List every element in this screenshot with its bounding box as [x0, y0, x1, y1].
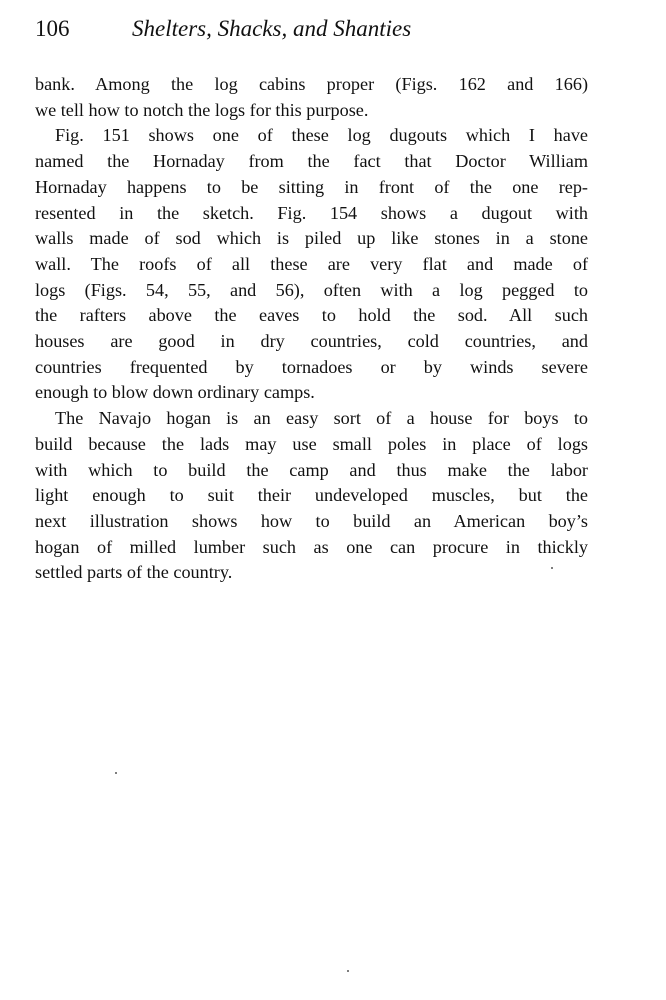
paragraph	[35, 123, 588, 406]
text-line: Fig. 151 shows one of these log dugouts which I have	[55, 125, 588, 146]
text-line: enough to blow down ordinary camps.	[35, 382, 315, 403]
scan-speck	[551, 567, 553, 569]
body-text	[35, 72, 588, 586]
text-line: settled parts of the country.	[35, 562, 233, 583]
paragraph	[35, 72, 588, 123]
text-line: The Navajo hogan is an easy sort of a house for boys to	[55, 408, 588, 429]
scan-speck	[347, 970, 349, 972]
text-line: resented in the sketch. Fig. 154 shows a dugout with	[35, 202, 588, 223]
text-line: walls made of sod which is piled up like stones in a stone	[35, 228, 588, 249]
text-line: wall. The roofs of all these are very flat and made of	[35, 253, 588, 274]
text-line: logs (Figs. 54, 55, and 56), often with a log pegged to	[35, 279, 588, 300]
text-line: Hornaday happens to be sitting in front of the one rep-	[35, 176, 588, 197]
page-number: 106	[35, 16, 70, 41]
page-header	[35, 16, 411, 42]
text-line: bank. Among the log cabins proper (Figs. 162 and 166)	[35, 74, 588, 94]
paragraph	[35, 406, 588, 586]
text-line: next illustration shows how to build an American boy’s	[35, 510, 588, 531]
text-line: the rafters above the eaves to hold the sod. All such	[35, 305, 588, 326]
scan-speck	[115, 772, 117, 774]
text-line: named the Hornaday from the fact that Doctor William	[35, 151, 588, 172]
text-line: houses are good in dry countries, cold countries, and	[35, 331, 588, 352]
text-line: build because the lads may use small poles in place of logs	[35, 433, 588, 454]
text-line: light enough to suit their undeveloped muscles, but the	[35, 485, 588, 506]
text-line: countries frequented by tornadoes or by winds severe	[35, 356, 588, 377]
running-title: Shelters, Shacks, and Shanties	[132, 16, 412, 41]
text-line: with which to build the camp and thus make the labor	[35, 459, 588, 480]
text-line: hogan of milled lumber such as one can procure in thickly	[35, 536, 588, 557]
text-line: we tell how to notch the logs for this purpose.	[35, 99, 369, 120]
